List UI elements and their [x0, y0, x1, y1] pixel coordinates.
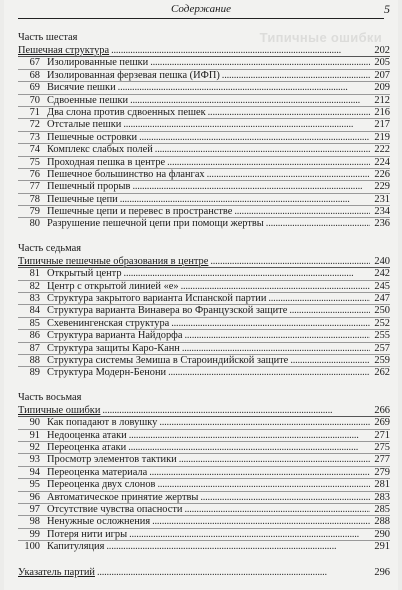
entry-title: Структура защиты Каро-Канн — [47, 342, 180, 354]
entry-title: Недооценка атаки — [47, 429, 127, 441]
entry-number: 74 — [29, 144, 40, 156]
dot-leader — [210, 256, 370, 267]
entry-number: 78 — [29, 193, 40, 205]
dot-leader — [171, 318, 370, 329]
dot-leader — [181, 281, 370, 292]
entry-title: Пешечные островки — [47, 131, 138, 143]
entry-title: Изолированные пешки — [47, 57, 149, 69]
running-head — [4, 2, 398, 18]
entry-title: Открытый центр — [47, 268, 122, 280]
entry-title: Структура закрытого варианта Испанской партии — [47, 293, 267, 305]
dot-leader — [155, 144, 370, 155]
dot-leader — [106, 541, 370, 552]
toc-entry[interactable] — [18, 416, 390, 428]
entry-page: 285 — [374, 503, 390, 515]
entry-page: 281 — [374, 479, 390, 491]
dot-leader — [102, 405, 370, 416]
entry-title: Структура варианта Винавера во Французской защите — [47, 305, 288, 317]
dot-leader — [168, 367, 370, 378]
toc-entry[interactable] — [18, 143, 390, 155]
entry-page: 262 — [374, 367, 390, 379]
entry-title: Комплекс слабых полей — [47, 144, 153, 156]
entry-title: Изолированная ферзевая пешка (ИФП) — [47, 69, 220, 81]
dot-leader — [157, 479, 370, 490]
entry-title: Разрушение пешечной цепи при помощи жертвы — [47, 218, 264, 230]
entry-number: 68 — [29, 69, 40, 81]
dot-leader — [124, 268, 370, 279]
entry-page: 290 — [374, 528, 390, 540]
toc-entry[interactable] — [18, 342, 390, 354]
dot-leader — [129, 529, 370, 540]
dot-leader — [234, 206, 370, 217]
entry-number: 90 — [29, 417, 40, 429]
toc-entry[interactable] — [18, 217, 390, 229]
entry-title: Структура системы Земиша в Староиндийской защите — [47, 354, 289, 366]
toc-entry[interactable] — [18, 466, 390, 478]
entry-number: 72 — [29, 119, 40, 131]
entry-page: 222 — [374, 144, 390, 156]
entry-number: 94 — [29, 466, 40, 478]
toc-entry[interactable] — [18, 304, 390, 316]
table-of-contents — [18, 32, 390, 579]
entry-page: 250 — [374, 305, 390, 317]
dot-leader — [179, 454, 370, 465]
part-spacer — [18, 379, 390, 392]
toc-part — [18, 32, 390, 230]
entry-title: Просмотр элементов тактики — [47, 454, 177, 466]
entry-title: Два слона против сдвоенных пешек — [47, 106, 206, 118]
entry-title: Капитуляция — [47, 541, 105, 553]
entry-number: 70 — [29, 94, 40, 106]
toc-entry[interactable] — [18, 94, 390, 106]
toc-entry[interactable] — [18, 366, 390, 378]
toc-entry[interactable] — [18, 81, 390, 93]
book-page — [4, 0, 398, 590]
entry-number: 93 — [29, 454, 40, 466]
entry-title: Автоматическое принятие жертвы — [47, 491, 199, 503]
entry-page: 231 — [374, 193, 390, 205]
entry-page: 219 — [374, 131, 390, 143]
entry-number: 71 — [29, 106, 40, 118]
entry-page: 209 — [374, 82, 390, 94]
toc-entry[interactable] — [18, 354, 390, 366]
part-title: Часть восьмая — [18, 391, 82, 403]
dot-leader — [123, 119, 370, 130]
entry-page: 296 — [374, 567, 390, 579]
dot-leader — [289, 305, 370, 316]
entry-title: Ненужные осложнения — [47, 516, 151, 528]
part-title: Часть седьмая — [18, 242, 81, 254]
entry-number: 97 — [29, 503, 40, 515]
dot-leader — [185, 330, 370, 341]
entry-page: 255 — [374, 330, 390, 342]
entry-page: 229 — [374, 181, 390, 193]
dot-leader — [167, 157, 370, 168]
entry-number: 77 — [29, 181, 40, 193]
entry-number: 83 — [29, 293, 40, 305]
entry-title: Проходная пешка в центре — [47, 156, 166, 168]
entry-number: 100 — [24, 541, 40, 553]
entry-title: Пешечный прорыв — [47, 181, 131, 193]
entry-page: 257 — [374, 342, 390, 354]
entry-number: 91 — [29, 429, 40, 441]
entry-number: 67 — [29, 57, 40, 69]
entry-title: Отсутствие чувства опасности — [47, 503, 183, 515]
toc-entry[interactable] — [18, 503, 390, 515]
entry-number: 81 — [29, 268, 40, 280]
entry-number: 75 — [29, 156, 40, 168]
entry-title: Типичные ошибки — [18, 404, 101, 416]
toc-entry[interactable] — [18, 280, 390, 292]
toc-entry[interactable] — [18, 156, 390, 168]
entry-page: 212 — [374, 94, 390, 106]
toc-entry[interactable] — [18, 453, 390, 465]
entry-number: 98 — [29, 516, 40, 528]
toc-entry[interactable] — [18, 106, 390, 118]
entry-page: 242 — [374, 268, 390, 280]
running-head-page-number: 5 — [384, 2, 390, 16]
toc-chapter-entry[interactable] — [18, 256, 390, 267]
dot-leader — [111, 45, 370, 56]
toc-entry[interactable] — [18, 205, 390, 217]
entry-page: 252 — [374, 317, 390, 329]
entry-number: 89 — [29, 367, 40, 379]
entry-page: 279 — [374, 466, 390, 478]
entry-page: 217 — [374, 119, 390, 131]
toc-entry[interactable] — [18, 131, 390, 143]
entry-page: 266 — [374, 404, 390, 416]
entry-page: 205 — [374, 57, 390, 69]
entry-title: Центр с открытой линией «е» — [47, 280, 179, 292]
bleed-through-watermark: Типичные ошибки — [259, 30, 382, 45]
entry-page: 271 — [374, 429, 390, 441]
toc-entry[interactable] — [18, 56, 390, 68]
dot-leader — [97, 567, 370, 578]
entry-page: 291 — [374, 541, 390, 553]
entry-number: 87 — [29, 342, 40, 354]
entry-title: Переоценка атаки — [47, 441, 127, 453]
entry-page: 216 — [374, 106, 390, 118]
header-rule — [18, 18, 384, 19]
entry-page: 226 — [374, 168, 390, 180]
toc-part — [18, 243, 390, 379]
dot-leader — [149, 467, 370, 478]
part-title: Часть шестая — [18, 32, 78, 43]
dot-leader — [130, 95, 370, 106]
entry-number: 96 — [29, 491, 40, 503]
entry-page: 224 — [374, 156, 390, 168]
entry-number: 73 — [29, 131, 40, 143]
dot-leader — [132, 181, 370, 192]
entry-page: 207 — [374, 69, 390, 81]
toc-part — [18, 392, 390, 553]
entry-page: 275 — [374, 441, 390, 453]
entry-page: 259 — [374, 354, 390, 366]
entry-number: 82 — [29, 280, 40, 292]
entry-page: 288 — [374, 516, 390, 528]
toc-entry[interactable] — [18, 528, 390, 540]
toc-entry[interactable] — [18, 193, 390, 205]
toc-entry[interactable] — [18, 329, 390, 341]
entry-number: 95 — [29, 479, 40, 491]
entry-number: 69 — [29, 82, 40, 94]
entry-page: 202 — [374, 45, 390, 56]
toc-entry[interactable] — [18, 69, 390, 81]
dot-leader — [290, 355, 370, 366]
dot-leader — [152, 516, 370, 527]
entry-page: 245 — [374, 280, 390, 292]
toc-entry[interactable] — [18, 317, 390, 329]
entry-number: 86 — [29, 330, 40, 342]
toc-entry[interactable] — [18, 292, 390, 304]
toc-entry[interactable] — [18, 491, 390, 503]
toc-entry[interactable] — [18, 441, 390, 453]
entry-number: 85 — [29, 317, 40, 329]
entry-title: Как попадают в ловушку — [47, 417, 158, 429]
entry-page: 234 — [374, 206, 390, 218]
entry-title: Переоценка материала — [47, 466, 148, 478]
entry-title: Пешечные цепи и перевес в пространстве — [47, 206, 233, 218]
running-head-title: Содержание — [170, 3, 231, 15]
entry-title: Сдвоенные пешки — [47, 94, 129, 106]
dot-leader — [222, 70, 370, 81]
dot-leader — [129, 430, 370, 441]
toc-entry[interactable] — [18, 429, 390, 441]
entry-number: 80 — [29, 218, 40, 230]
entry-title: Отсталые пешки — [47, 119, 122, 131]
entry-page: 277 — [374, 454, 390, 466]
dot-leader — [150, 57, 370, 68]
part-spacer — [18, 230, 390, 243]
entry-title: Потеря нити игры — [47, 528, 128, 540]
entry-number: 84 — [29, 305, 40, 317]
dot-leader — [266, 218, 370, 229]
toc-index-entry[interactable] — [18, 567, 390, 578]
entry-title: Пешечная структура — [18, 45, 110, 56]
entry-number: 76 — [29, 168, 40, 180]
entry-title: Структура Модерн-Бенони — [47, 367, 167, 379]
toc-entry[interactable] — [18, 540, 390, 552]
entry-page: 247 — [374, 293, 390, 305]
dot-leader — [207, 169, 370, 180]
entry-title: Схевенингенская структура — [47, 317, 170, 329]
toc-entry[interactable] — [18, 168, 390, 180]
toc-entry[interactable] — [18, 478, 390, 490]
entry-title: Висячие пешки — [47, 82, 116, 94]
entry-title: Пешечные цепи — [47, 193, 118, 205]
entry-page: 269 — [374, 417, 390, 429]
dot-leader — [159, 417, 370, 428]
toc-chapter-entry[interactable] — [18, 405, 390, 416]
entry-title: Типичные пешечные образования в центре — [18, 255, 209, 267]
entry-number: 79 — [29, 206, 40, 218]
entry-title: Структура варианта Найдорфа — [47, 330, 183, 342]
dot-leader — [184, 504, 370, 515]
entry-page: 283 — [374, 491, 390, 503]
entry-number: 99 — [29, 528, 40, 540]
dot-leader — [139, 132, 370, 143]
dot-leader — [200, 492, 370, 503]
entry-title: Переоценка двух слонов — [47, 479, 156, 491]
dot-leader — [268, 293, 370, 304]
entry-number: 88 — [29, 354, 40, 366]
entry-number: 92 — [29, 441, 40, 453]
dot-leader — [182, 343, 370, 354]
entry-page: 236 — [374, 218, 390, 230]
toc-entry[interactable] — [18, 118, 390, 130]
toc-chapter-entry[interactable] — [18, 45, 390, 56]
toc-entry[interactable] — [18, 180, 390, 192]
toc-entry[interactable] — [18, 267, 390, 279]
dot-leader — [118, 82, 370, 93]
entry-page: 240 — [374, 255, 390, 267]
dot-leader — [208, 107, 370, 118]
dot-leader — [120, 194, 370, 205]
entry-title: Указатель партий — [18, 567, 95, 579]
dot-leader — [128, 442, 370, 453]
toc-entry[interactable] — [18, 515, 390, 527]
entry-title: Пешечное большинство на флангах — [47, 168, 205, 180]
part-spacer — [18, 552, 390, 565]
